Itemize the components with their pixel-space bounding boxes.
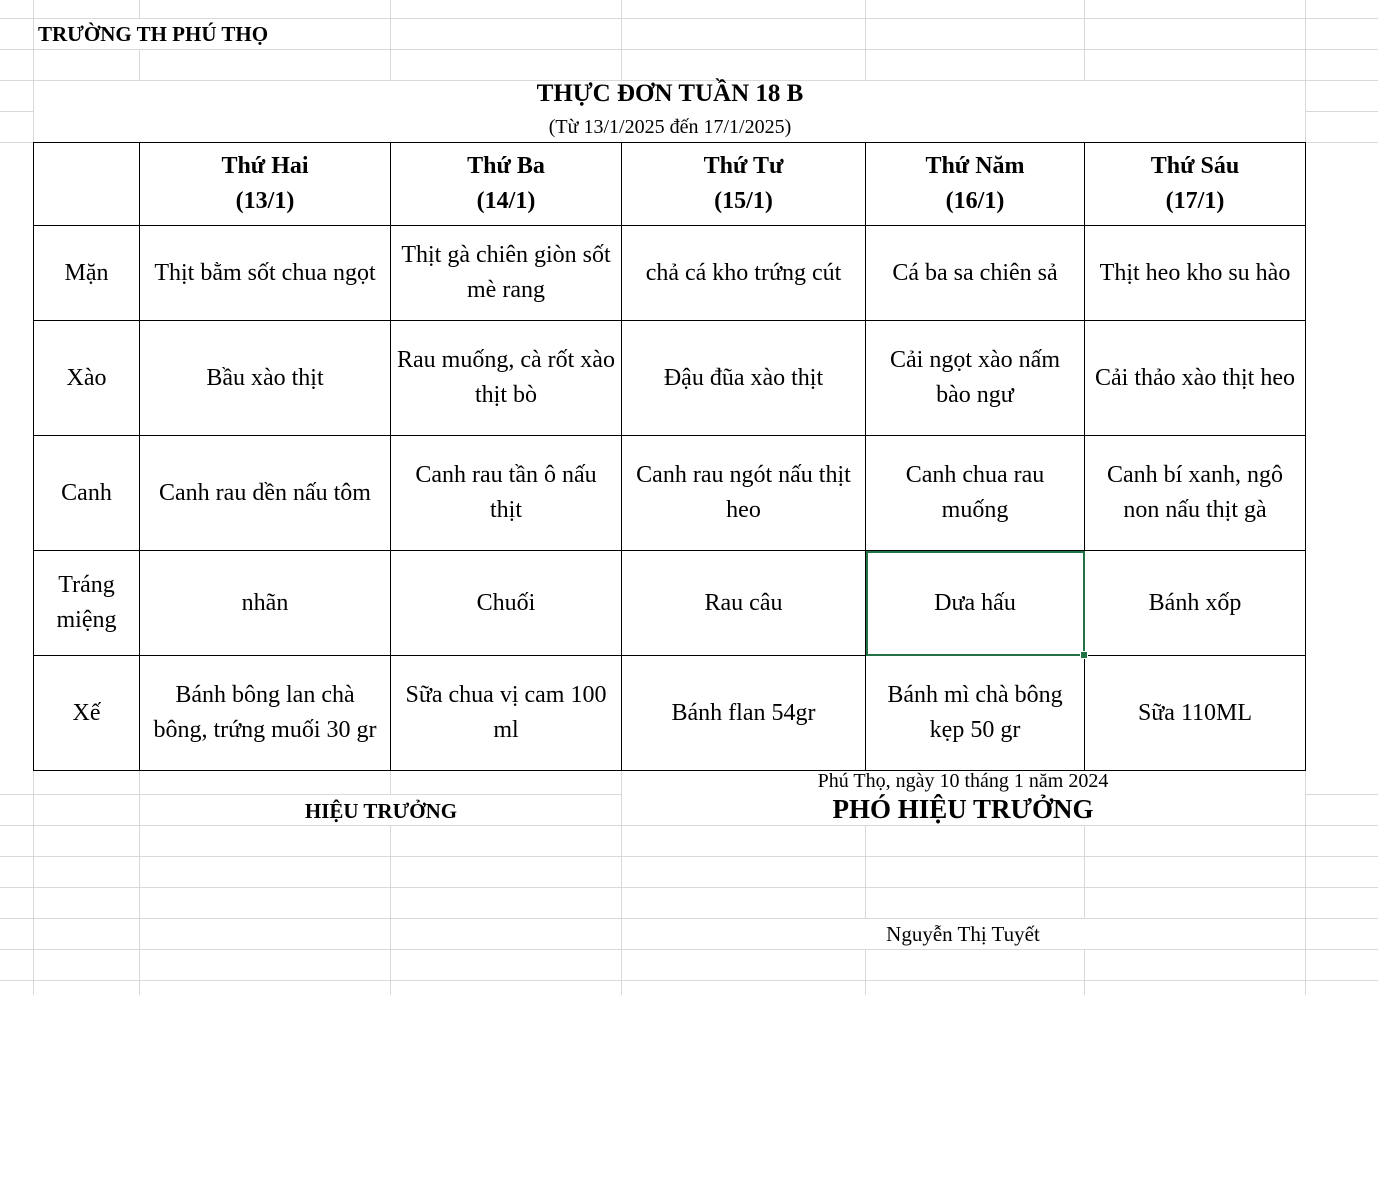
- dish-cell[interactable]: Canh chua rau muống: [866, 436, 1085, 551]
- dish-cell[interactable]: Canh rau tần ô nấu thịt: [391, 436, 622, 551]
- row-label[interactable]: Canh: [34, 436, 140, 551]
- dish-cell[interactable]: Canh bí xanh, ngô non nấu thịt gà: [1085, 436, 1306, 551]
- day-header-tuesday[interactable]: Thứ Ba (14/1): [391, 143, 622, 226]
- menu-title: THỰC ĐƠN TUẦN 18 B: [536, 80, 804, 107]
- dish-cell[interactable]: Bánh bông lan chà bông, trứng muối 30 gr: [140, 656, 391, 771]
- day-header-thursday[interactable]: Thứ Năm (16/1): [866, 143, 1085, 226]
- dish-cell[interactable]: Canh rau ngót nấu thịt heo: [622, 436, 866, 551]
- dish-cell[interactable]: Đậu đũa xào thịt: [622, 321, 866, 436]
- table-row: [34, 656, 1306, 771]
- table-row: [34, 436, 1306, 551]
- dish-cell[interactable]: Chuối: [391, 551, 622, 656]
- dish-cell[interactable]: Cải thảo xào thịt heo: [1085, 321, 1306, 436]
- dish-cell[interactable]: Cải ngọt xào nấm bào ngư: [866, 321, 1085, 436]
- dish-cell[interactable]: Thịt heo kho su hào: [1085, 226, 1306, 321]
- table-row: [34, 321, 1306, 436]
- dish-cell[interactable]: Bầu xào thịt: [140, 321, 391, 436]
- day-header-monday[interactable]: Thứ Hai (13/1): [140, 143, 391, 226]
- dish-cell[interactable]: Bánh mì chà bông kẹp 50 gr: [866, 656, 1085, 771]
- table-row: [34, 551, 1306, 656]
- table-row: [34, 226, 1306, 321]
- signer-name: Nguyễn Thị Tuyết: [886, 922, 1040, 946]
- dish-cell[interactable]: Canh rau dền nấu tôm: [140, 436, 391, 551]
- dish-cell[interactable]: Thịt bằm sốt chua ngọt: [140, 226, 391, 321]
- date-range: (Từ 13/1/2025 đến 17/1/2025): [548, 116, 792, 138]
- vice-principal-title: PHÓ HIỆU TRƯỞNG: [832, 794, 1094, 824]
- dish-cell[interactable]: Thịt gà chiên giòn sốt mè rang: [391, 226, 622, 321]
- corner-cell[interactable]: [34, 143, 140, 226]
- principal-title: HIỆU TRƯỞNG: [304, 799, 458, 823]
- school-name: TRƯỜNG TH PHÚ THỌ: [38, 22, 269, 46]
- dish-cell[interactable]: Sữa 110ML: [1085, 656, 1306, 771]
- selected-cell[interactable]: Dưa hấu: [866, 551, 1085, 656]
- dish-cell[interactable]: chả cá kho trứng cút: [622, 226, 866, 321]
- dish-cell[interactable]: Rau câu: [622, 551, 866, 656]
- row-label[interactable]: Mặn: [34, 226, 140, 321]
- dish-cell[interactable]: Rau muống, cà rốt xào thịt bò: [391, 321, 622, 436]
- weekly-menu-table: [33, 142, 1306, 771]
- row-label[interactable]: Xế: [34, 656, 140, 771]
- dish-cell[interactable]: Sữa chua vị cam 100 ml: [391, 656, 622, 771]
- dish-cell[interactable]: Cá ba sa chiên sả: [866, 226, 1085, 321]
- dish-cell[interactable]: nhãn: [140, 551, 391, 656]
- day-header-friday[interactable]: Thứ Sáu (17/1): [1085, 143, 1306, 226]
- row-label[interactable]: Xào: [34, 321, 140, 436]
- dish-cell[interactable]: Bánh flan 54gr: [622, 656, 866, 771]
- dish-cell[interactable]: Bánh xốp: [1085, 551, 1306, 656]
- day-header-wednesday[interactable]: Thứ Tư (15/1): [622, 143, 866, 226]
- place-date: Phú Thọ, ngày 10 tháng 1 năm 2024: [817, 770, 1109, 792]
- row-label[interactable]: Tráng miệng: [34, 551, 140, 656]
- header-row: [34, 143, 1306, 226]
